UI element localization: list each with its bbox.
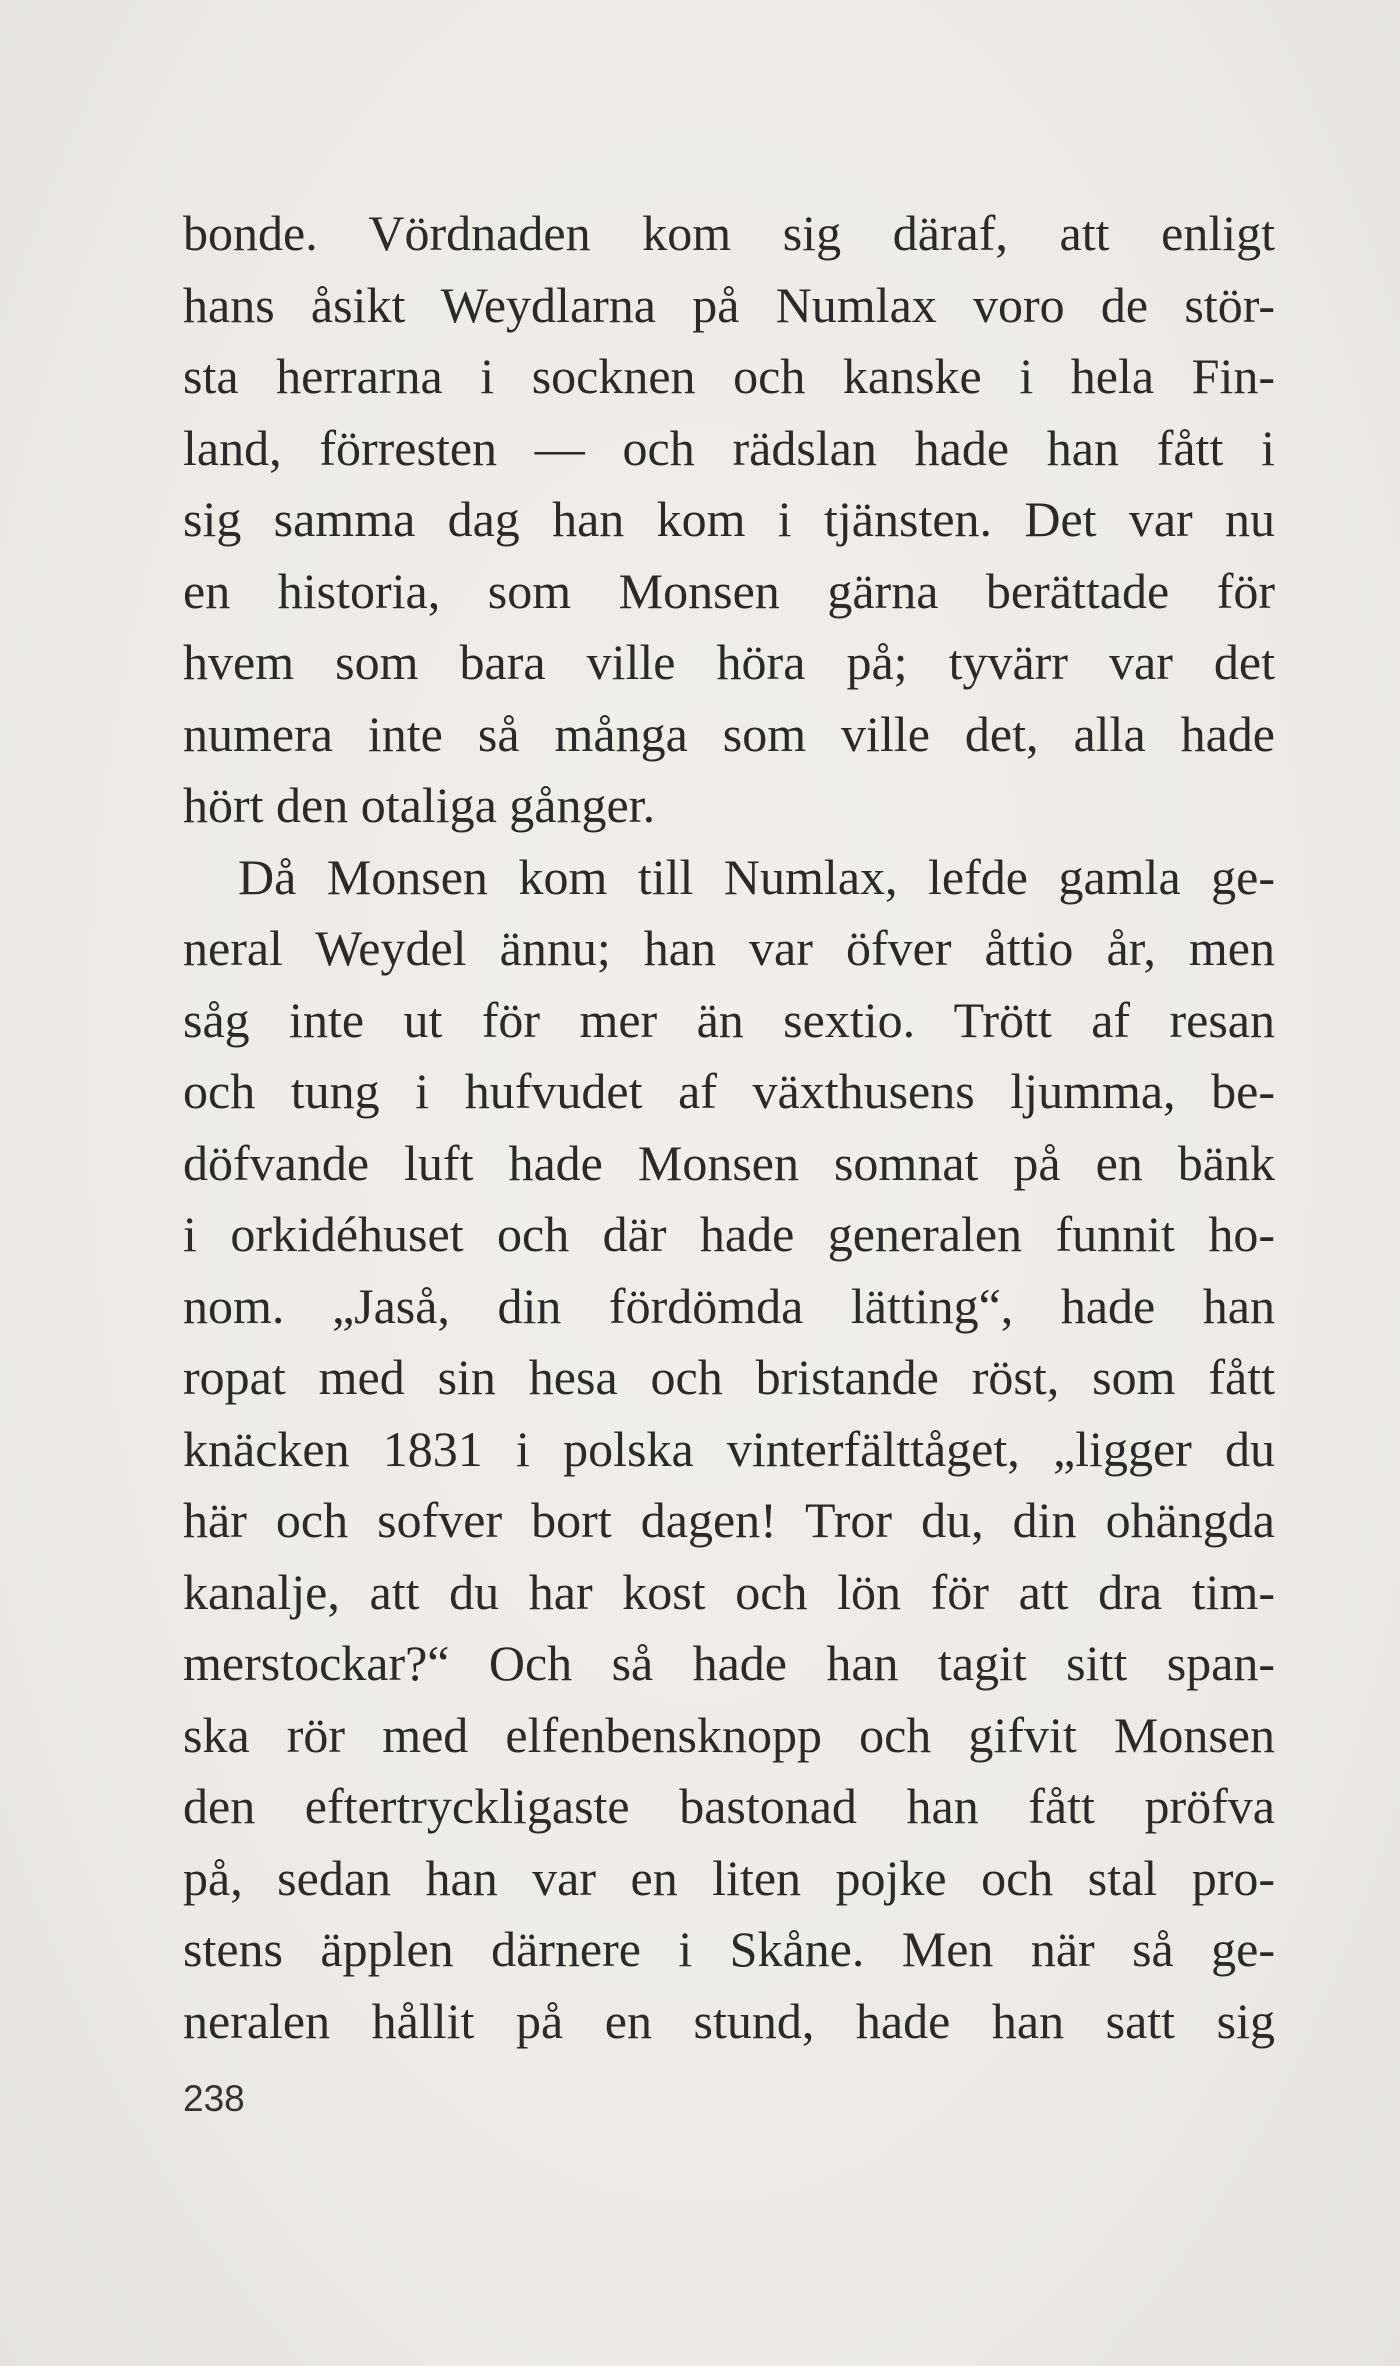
body-text — [183, 198, 1275, 2057]
text-line: på, sedan han var en liten pojke och stal pro- — [183, 1849, 1275, 1906]
text-line: knäcken 1831 i polska vinterfälttåget, „ligger du — [183, 1420, 1275, 1477]
text-line: den eftertryckligaste bastonad han fått pröfva — [183, 1778, 1275, 1834]
text-line: Då Monsen kom till Numlax, lefde gamla ge- — [238, 848, 1275, 905]
text-line: och tung i hufvudet af växthusens ljumma, be- — [183, 1063, 1275, 1119]
text-line: hört den otaliga gånger. — [183, 777, 656, 833]
text-line: stens äpplen därnere i Skåne. Men när så ge- — [183, 1921, 1275, 1977]
text-line: nom. „Jaså, din fördömda lätting“, hade han — [183, 1277, 1275, 1334]
text-line: såg inte ut för mer än sextio. Trött af resan — [183, 991, 1275, 1048]
text-line: sig samma dag han kom i tjänsten. Det var nu — [183, 491, 1275, 547]
text-line: en historia, som Monsen gärna berättade för — [183, 562, 1275, 619]
text-line: hans åsikt Weydlarna på Numlax voro de stör- — [183, 276, 1275, 333]
text-line: neral Weydel ännu; han var öfver åttio år, men — [183, 920, 1275, 976]
text-line: merstockar?“ Och så hade han tagit sitt span- — [183, 1635, 1275, 1691]
text-line: döfvande luft hade Monsen somnat på en bänk — [183, 1134, 1275, 1191]
text-line: i orkidéhuset och där hade generalen funnit ho- — [183, 1206, 1275, 1262]
text-line: bonde. Vördnaden kom sig däraf, att enligt — [183, 205, 1275, 261]
text-line: ska rör med elfenbensknopp och gifvit Monsen — [183, 1706, 1275, 1763]
text-line: ropat med sin hesa och bristande röst, som fått — [183, 1349, 1275, 1405]
text-line: kanalje, att du har kost och lön för att dra tim- — [183, 1563, 1275, 1620]
text-line: sta herrarna i socknen och kanske i hela Fin- — [183, 348, 1275, 404]
text-line: här och sofver bort dagen! Tror du, din ohängda — [183, 1492, 1275, 1548]
page-number: 238 — [183, 2078, 245, 2119]
text-line: numera inte så många som ville det, alla hade — [183, 705, 1275, 762]
text-line: land, förresten — och rädslan hade han fått i — [183, 419, 1275, 476]
text-line: hvem som bara ville höra på; tyvärr var det — [183, 634, 1275, 690]
text-line: neralen hållit på en stund, hade han satt sig — [183, 1992, 1275, 2049]
